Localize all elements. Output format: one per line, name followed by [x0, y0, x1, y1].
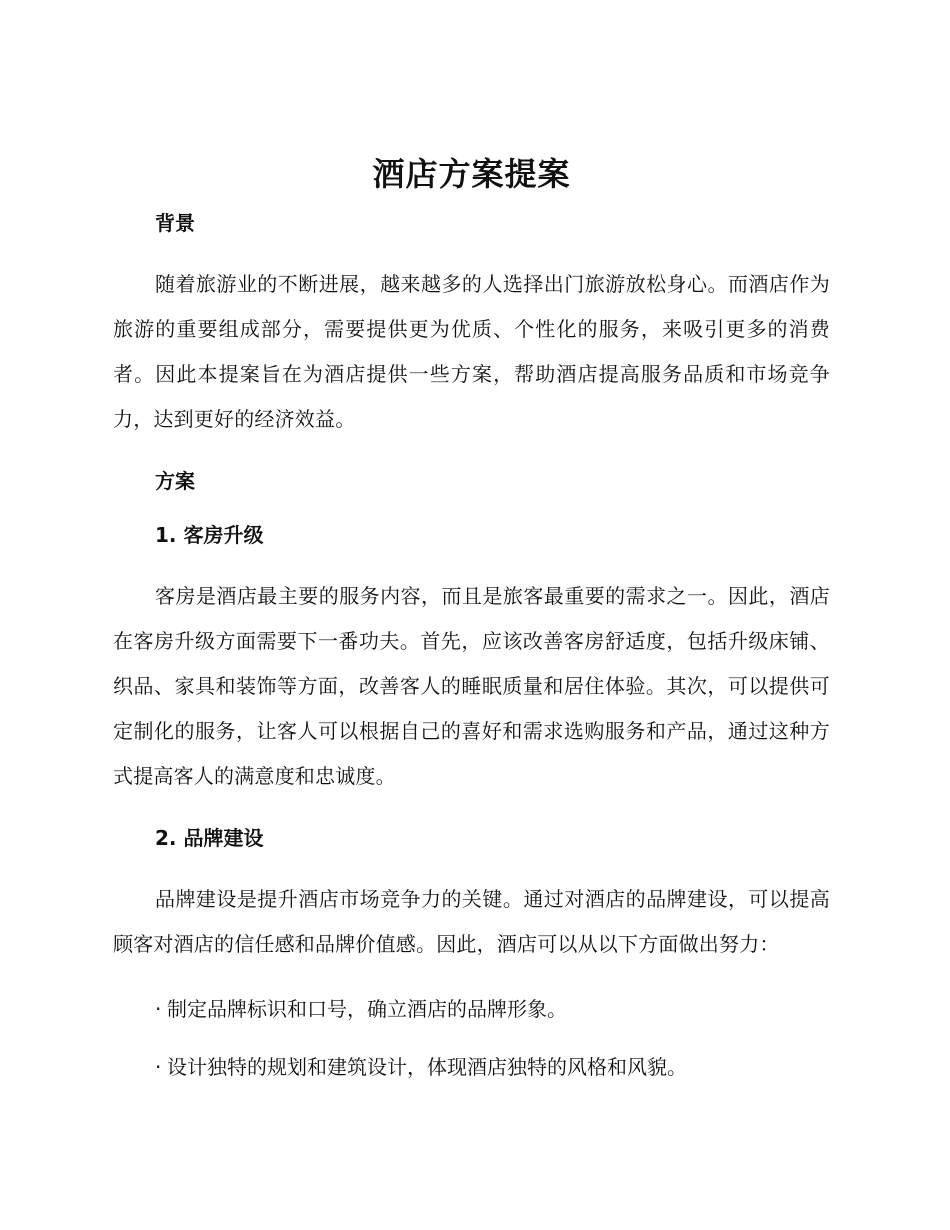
paragraph-room-upgrade: 客房是酒店最主要的服务内容，而且是旅客最重要的需求之一。因此，酒店在客房升级方面需要下一番功夫。首先，应该改善客房舒适度，包括升级床铺、织品、家具和装饰等方面，改善客人的睡眠质量和居住体验。其次，可以提供可定制化的服务，让客人可以根据自己的喜好和需求选购服务和产品，通过这种方式提高客人的满意度和忠诚度。: [113, 584, 830, 788]
subheading-room-upgrade: 1. 客房升级: [155, 523, 264, 547]
bullet-text: 设计独特的规划和建筑设计，体现酒店独特的风格和风貌。: [167, 1055, 687, 1079]
bullet-item: [155, 1049, 830, 1085]
section-heading-background: 背景: [155, 211, 195, 235]
section-heading-plan: 方案: [155, 469, 195, 493]
bullet-dot-icon: ·: [155, 1055, 162, 1079]
bullet-dot-icon: ·: [155, 997, 162, 1021]
subheading-brand-building: 2. 品牌建设: [155, 826, 264, 850]
paragraph-brand-building: 品牌建设是提升酒店市场竞争力的关键。通过对酒店的品牌建设，可以提高顾客对酒店的信任感和品牌价值感。因此，酒店可以从以下方面做出努力：: [113, 887, 830, 956]
paragraph-background: 随着旅游业的不断进展，越来越多的人选择出门旅游放松身心。而酒店作为旅游的重要组成部分，需要提供更为优质、个性化的服务，来吸引更多的消费者。因此本提案旨在为酒店提供一些方案，帮助酒店提高服务品质和市场竞争力，达到更好的经济效益。: [113, 272, 830, 431]
bullet-item: [155, 991, 830, 1027]
bullet-text: 制定品牌标识和口号，确立酒店的品牌形象。: [167, 997, 567, 1021]
document-title: 酒店方案提案: [372, 155, 571, 193]
